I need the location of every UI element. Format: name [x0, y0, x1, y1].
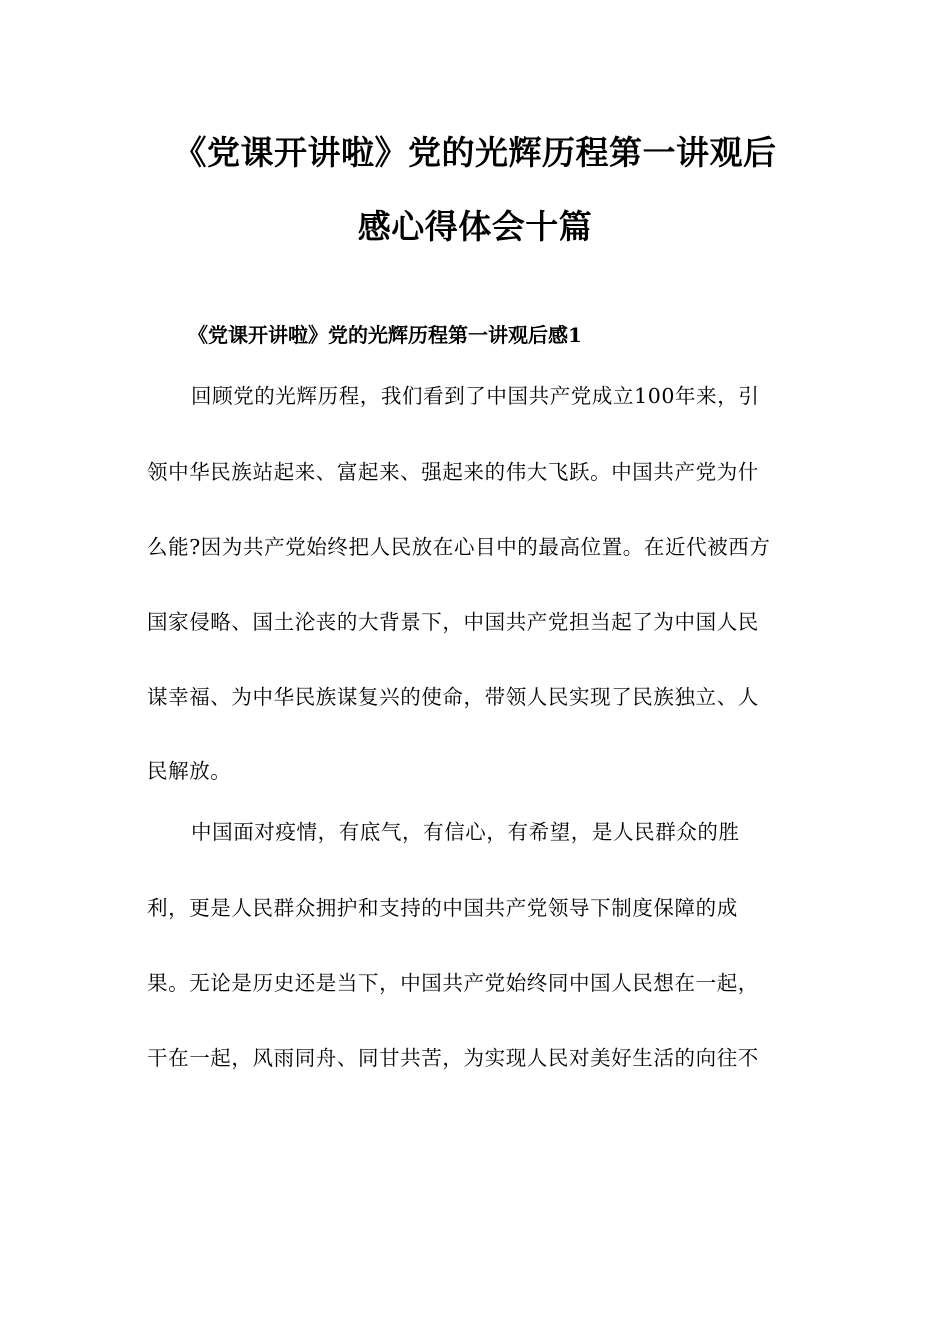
paragraph-1-line: 么能?因为共产党始终把人民放在心目中的最高位置。在近代被西方 — [147, 535, 771, 559]
paragraph-1-line: 国家侵略、国土沦丧的大背景下，中国共产党担当起了为中国人民 — [147, 610, 759, 634]
paragraph-1-line: 领中华民族站起来、富起来、强起来的伟大飞跃。中国共产党为什 — [147, 460, 759, 484]
paragraph-2-line: 果。无论是历史还是当下，中国共产党始终同中国人民想在一起， — [147, 971, 759, 995]
paragraph-2-line: 利，更是人民群众拥护和支持的中国共产党领导下制度保障的成 — [147, 896, 738, 920]
paragraph-1-line: 谋幸福、为中华民族谋复兴的使命，带领人民实现了民族独立、人 — [147, 685, 759, 709]
section-heading: 《党课开讲啦》党的光辉历程第一讲观后感1 — [188, 323, 582, 347]
paragraph-1-line: 回顾党的光辉历程，我们看到了中国共产党成立100年来，引 — [191, 384, 760, 408]
document-title-line-1: 《党课开讲啦》党的光辉历程第一讲观后 — [173, 133, 777, 172]
paragraph-2-line: 中国面对疫情，有底气，有信心，有希望，是人民群众的胜 — [191, 820, 740, 844]
paragraph-1-line: 民解放。 — [147, 759, 232, 783]
document-title-line-2: 感心得体会十篇 — [357, 207, 593, 246]
paragraph-2-line: 干在一起，风雨同舟、同甘共苦，为实现人民对美好生活的向往不 — [147, 1046, 759, 1070]
